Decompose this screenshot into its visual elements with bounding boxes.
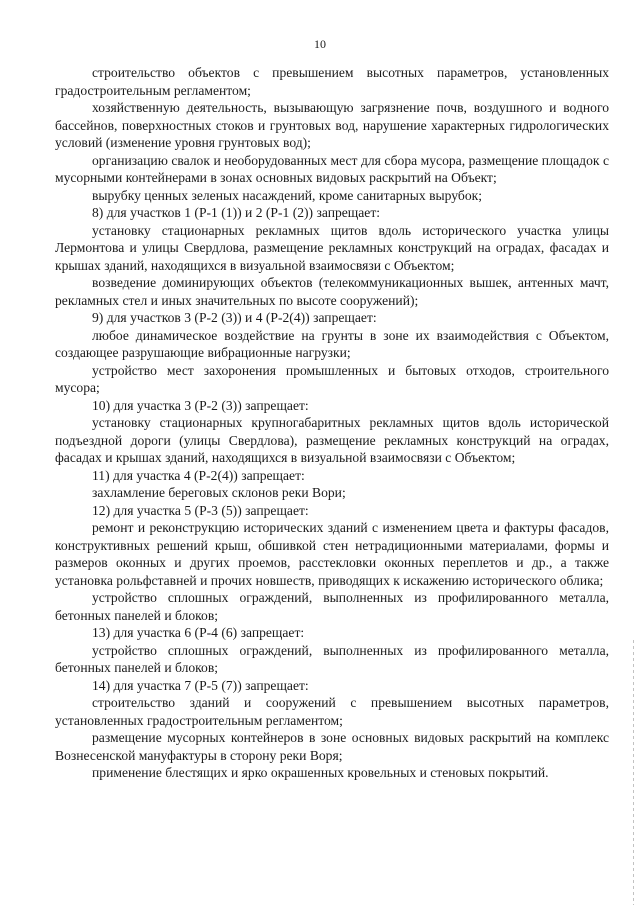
paragraph: организацию свалок и необорудованных мест для сбора мусора, размещение площадок с мусорными контейнерами в зонах основных видовых раскрытий на Объект; (55, 152, 609, 185)
paragraph: применение блестящих и ярко окрашенных кровельных и стеновых покрытий. (92, 765, 549, 780)
paragraph: хозяйственную деятельность, вызывающую загрязнение почв, воздушного и водного бассейнов, поверхностных стоков и грунтовых вод, нарушение характерных гидрологических условий (изменение уровня грунтовых вод); (55, 100, 609, 150)
paragraph: строительство объектов с превышением высотных параметров, установленных градостроительным регламентом; (55, 65, 609, 98)
paragraph: установку стационарных крупногабаритных рекламных щитов вдоль исторической подъездной дороги (улицы Свердлова), размещение рекламных конструкций на оградах, фасадах и крышах зданий, находящихся в визуальной взаимосвязи с Объектом; (55, 415, 609, 465)
page-number: 10 (314, 37, 326, 51)
paragraph: 13) для участка 6 (Р-4 (6) запрещает: (92, 625, 305, 640)
paragraph: 12) для участка 5 (Р-3 (5)) запрещает: (92, 502, 309, 518)
paragraph: устройство мест захоронения промышленных и бытовых отходов, строительного мусора; (55, 362, 609, 395)
scan-edge-mark (633, 640, 634, 905)
paragraph: ремонт и реконструкцию исторических зданий с изменением цвета и фактуры фасадов, конструктивных решений крыш, обшивкой стен нетрадиционными материалами, формы и размеров оконных и других проемов, расстекловки оконных переплетов и др., а также установка рольфставней и прочих новшеств, приводящих к искажению исторического облика; (55, 520, 609, 588)
paragraph: устройство сплошных ограждений, выполненных из профилированного металла, бетонных панелей и блоков; (55, 590, 609, 623)
paragraph: 11) для участка 4 (Р-2(4)) запрещает: (92, 467, 305, 483)
paragraph: строительство зданий и сооружений с превышением высотных параметров, установленных градостроительным регламентом; (55, 695, 609, 728)
document-body (55, 64, 609, 782)
paragraph: 14) для участка 7 (Р-5 (7)) запрещает: (92, 677, 309, 693)
paragraph: 9) для участков 3 (Р-2 (3)) и 4 (Р-2(4)) запрещает: (92, 310, 377, 325)
paragraph: устройство сплошных ограждений, выполненных из профилированного металла, бетонных панелей и блоков; (55, 642, 609, 675)
paragraph: установку стационарных рекламных щитов вдоль исторического участка улицы Лермонтова и улицы Свердлова, размещение рекламных конструкций на оградах, фасадах и крышах зданий, находящихся в визуальной взаимосвязи с Объектом; (55, 222, 609, 273)
paragraph: вырубку ценных зеленых насаждений, кроме санитарных вырубок; (92, 187, 483, 203)
paragraph: захламление береговых склонов реки Вори; (92, 485, 346, 500)
paragraph: 10) для участка 3 (Р-2 (3)) запрещает: (92, 397, 309, 413)
paragraph: возведение доминирующих объектов (телекоммуникационных вышек, антенных мачт, рекламных стел и иных значительных по высоте сооружений); (55, 275, 609, 308)
paragraph: 8) для участков 1 (Р-1 (1)) и 2 (Р-1 (2)) запрещает: (92, 205, 381, 220)
paragraph: любое динамическое воздействие на грунты в зоне их взаимодействия с Объектом, создающее разрушающие вибрационные нагрузки; (55, 327, 609, 360)
paragraph: размещение мусорных контейнеров в зоне основных видовых раскрытий на комплекс Вознесенской мануфактуры в сторону реки Воря; (55, 730, 609, 763)
